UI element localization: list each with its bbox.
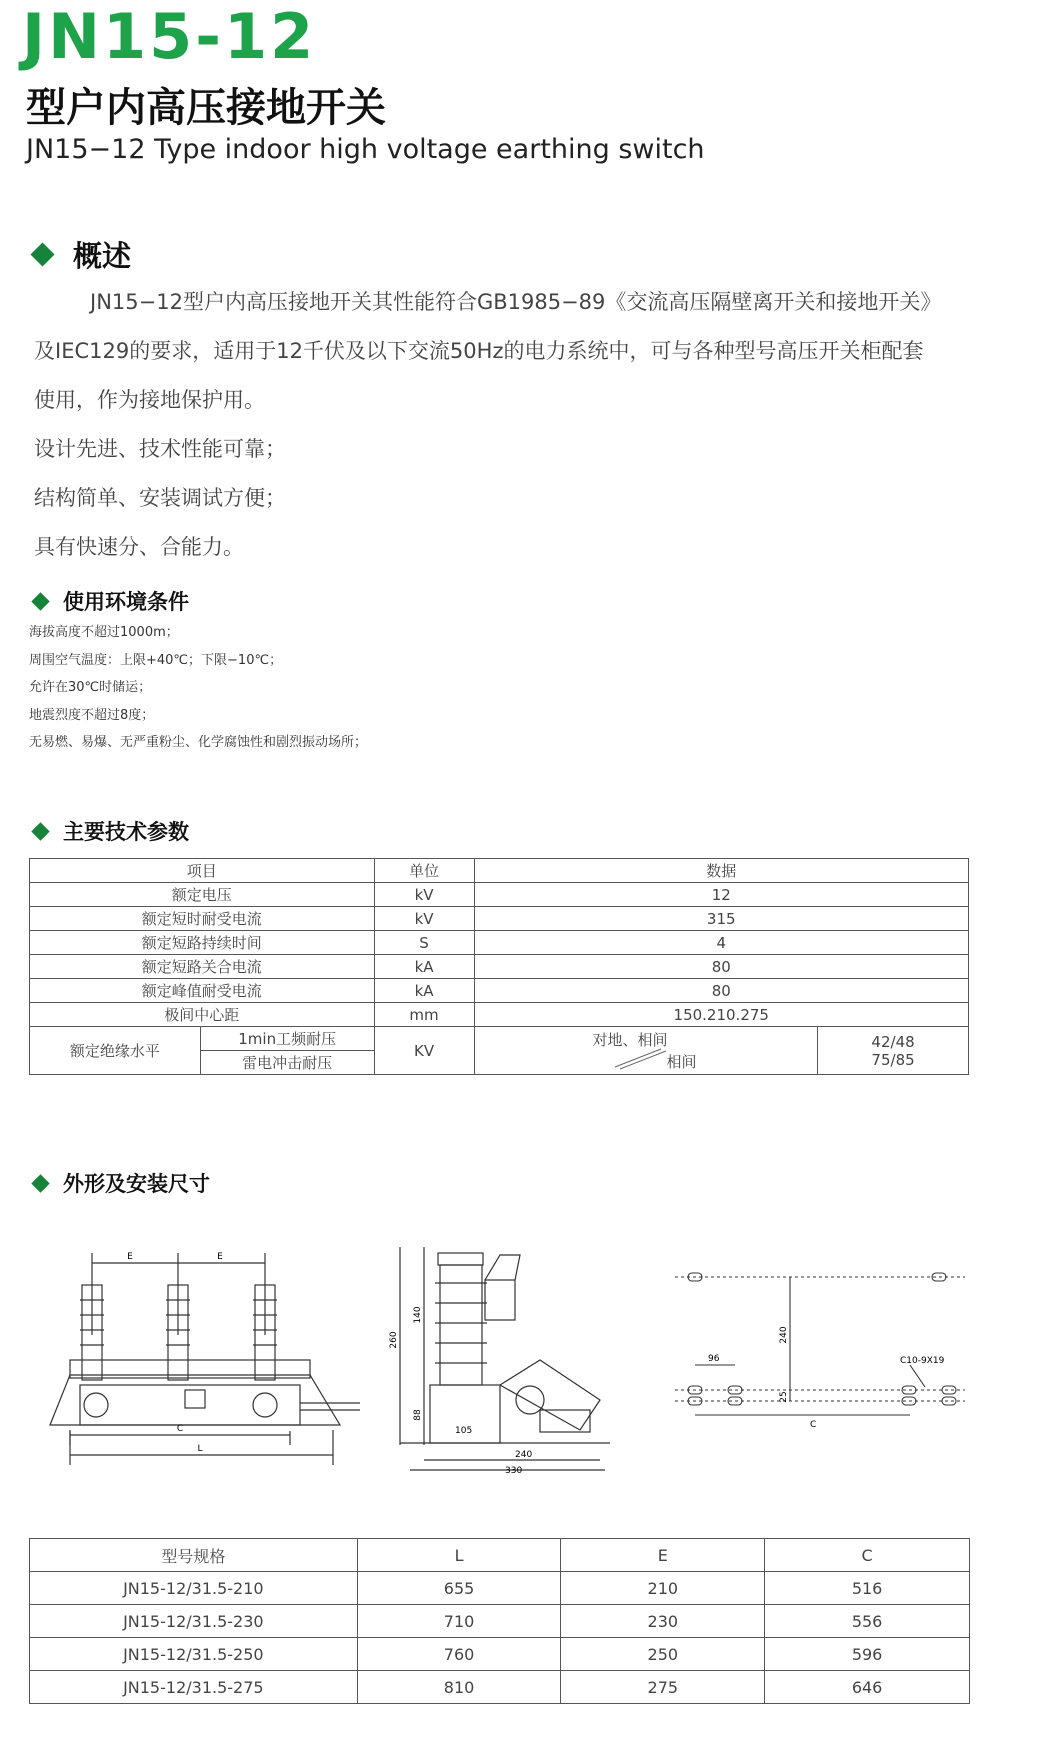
table-header-cell: C (765, 1539, 970, 1572)
side-view-drawing (380, 1235, 660, 1475)
diagonal-top-label: 对地、相间 (592, 1031, 668, 1049)
table-cell: 雷电冲击耐压 (200, 1051, 374, 1075)
table-row (30, 931, 969, 955)
dim-105-label: 105 (455, 1426, 473, 1436)
table-row (30, 1572, 970, 1605)
table-cell: JN15-12/31.5-275 (30, 1671, 358, 1704)
table-cell: JN15-12/31.5-210 (30, 1572, 358, 1605)
dim-96-label: 96 (708, 1354, 720, 1364)
table-cell: 655 (357, 1572, 561, 1605)
diamond-bullet-icon (31, 592, 49, 610)
diamond-bullet-icon (31, 822, 49, 840)
front-view-drawing (40, 1235, 370, 1475)
table-cell: 额定峰值耐受电流 (30, 979, 375, 1003)
dimensions-heading-text: 外形及安装尺寸 (63, 1172, 210, 1196)
table-header-cell: 型号规格 (30, 1539, 358, 1572)
dim-330-label: 330 (505, 1466, 523, 1475)
params-table (29, 858, 969, 1075)
dim-c-label: C (810, 1420, 817, 1430)
table-cell: 710 (357, 1605, 561, 1638)
diagonal-header-cell (474, 1027, 818, 1075)
dimensions-table (29, 1538, 970, 1704)
insulation-values-cell (818, 1027, 969, 1075)
dim-c-label: C (176, 1424, 184, 1434)
table-cell: 额定短路关合电流 (30, 955, 375, 979)
table-cell: 12 (474, 883, 969, 907)
table-cell: 150.210.275 (474, 1003, 969, 1027)
table-row (30, 1003, 969, 1027)
overview-line: 结构简单、安装调试方便； (34, 486, 286, 510)
insulation-value: 75/85 (871, 1050, 915, 1069)
table-cell: 80 (474, 955, 969, 979)
table-row (30, 955, 969, 979)
dim-140-label: 140 (413, 1306, 423, 1324)
table-cell: 760 (357, 1638, 561, 1671)
table-cell: JN15-12/31.5-250 (30, 1638, 358, 1671)
table-row (30, 907, 969, 931)
params-heading-text: 主要技术参数 (63, 820, 189, 844)
table-cell: 596 (765, 1638, 970, 1671)
table-header-cell: 数据 (474, 859, 969, 883)
table-cell: kA (374, 979, 474, 1003)
params-heading (34, 816, 189, 846)
table-cell: S (374, 931, 474, 955)
overview-line: 设计先进、技术性能可靠； (34, 437, 286, 461)
diamond-bullet-icon (31, 1174, 49, 1192)
overview-line: JN15−12型户内高压接地开关其性能符合GB1985−89《交流高压隔壁离开关和接地开关》 (90, 290, 942, 314)
overview-line: 及IEC129的要求，适用于12千伏及以下交流50Hz的电力系统中，可与各种型号高压开关柜配套 (34, 339, 924, 363)
list-item: 地震烈度不超过8度； (29, 707, 155, 723)
table-cell: 230 (561, 1605, 765, 1638)
table-row (30, 979, 969, 1003)
hole-spec-label: C10-9X19 (900, 1356, 945, 1366)
table-cell: kA (374, 955, 474, 979)
table-row (30, 1638, 970, 1671)
environment-heading (34, 586, 189, 616)
table-cell: 4 (474, 931, 969, 955)
dim-260-label: 260 (389, 1331, 399, 1349)
list-item: 周围空气温度：上限+40℃；下限−10℃； (29, 652, 283, 668)
table-row (30, 883, 969, 907)
table-header-row (30, 1539, 970, 1572)
table-cell: 额定绝缘水平 (30, 1027, 201, 1075)
table-cell: 275 (561, 1671, 765, 1704)
table-header-cell: E (561, 1539, 765, 1572)
table-cell: kV (374, 907, 474, 931)
overview-body (34, 278, 1044, 572)
dimensions-heading (34, 1168, 210, 1198)
dim-240-label: 240 (515, 1450, 533, 1460)
dim-e-label: E (217, 1252, 223, 1262)
table-cell: 额定短时耐受电流 (30, 907, 375, 931)
table-cell: 额定短路持续时间 (30, 931, 375, 955)
dim-88-label: 88 (413, 1409, 423, 1421)
overview-heading-text: 概述 (73, 239, 132, 273)
dim-240-vertical-label: 240 (779, 1326, 789, 1344)
list-item: 海拔高度不超过1000m； (29, 625, 179, 640)
table-row (30, 1671, 970, 1704)
table-header-cell: L (357, 1539, 561, 1572)
overview-line: 具有快速分、合能力。 (34, 535, 244, 559)
table-cell: JN15-12/31.5-230 (30, 1605, 358, 1638)
table-header-cell: 项目 (30, 859, 375, 883)
table-cell: mm (374, 1003, 474, 1027)
table-cell: 210 (561, 1572, 765, 1605)
table-cell: 516 (765, 1572, 970, 1605)
table-cell: 315 (474, 907, 969, 931)
mounting-holes-drawing (670, 1235, 970, 1445)
table-cell: 646 (765, 1671, 970, 1704)
table-cell: 极间中心距 (30, 1003, 375, 1027)
diamond-bullet-icon (30, 242, 54, 266)
model-title: JN15-12 (22, 0, 317, 73)
list-item: 无易燃、易爆、无严重粉尘、化学腐蚀性和剧烈振动场所； (29, 735, 368, 750)
overview-heading (34, 234, 131, 275)
overview-line: 使用，作为接地保护用。 (34, 388, 265, 412)
table-row (30, 1605, 970, 1638)
environment-heading-text: 使用环境条件 (63, 590, 189, 614)
table-cell: 556 (765, 1605, 970, 1638)
diagonal-bottom-label: 相间 (666, 1053, 697, 1071)
dim-e-label: E (127, 1252, 133, 1262)
dim-l-label: L (197, 1444, 203, 1454)
environment-list (29, 619, 367, 757)
list-item: 允许在30℃时储运； (29, 680, 152, 695)
table-header-cell: 单位 (374, 859, 474, 883)
table-cell: 额定电压 (30, 883, 375, 907)
table-cell: kV (374, 883, 474, 907)
insulation-value: 42/48 (871, 1032, 915, 1051)
table-cell: 80 (474, 979, 969, 1003)
table-cell: KV (374, 1027, 474, 1075)
table-cell: 810 (357, 1671, 561, 1704)
table-cell: 250 (561, 1638, 765, 1671)
table-row (30, 1027, 969, 1051)
chinese-title: 型户内高压接地开关 (26, 85, 386, 131)
english-title: JN15−12 Type indoor high voltage earthing switch (26, 134, 705, 165)
table-header-row (30, 859, 969, 883)
dim-25-label: 25 (779, 1391, 789, 1403)
table-cell: 1min工频耐压 (200, 1027, 374, 1051)
